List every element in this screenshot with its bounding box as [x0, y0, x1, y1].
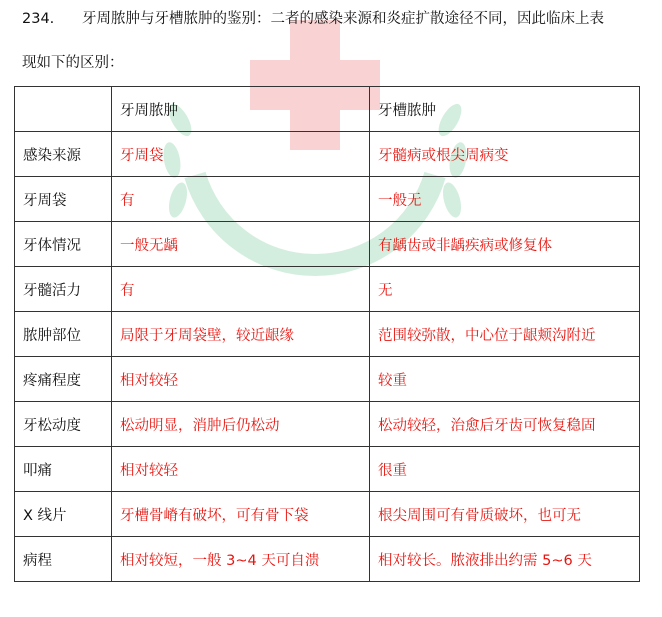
periodontal-value: 有 — [112, 177, 370, 222]
header-cell-alveolar: 牙槽脓肿 — [370, 87, 640, 132]
table-row — [15, 312, 640, 357]
alveolar-value: 一般无 — [370, 177, 640, 222]
table-row — [15, 402, 640, 447]
alveolar-value: 松动较轻，治愈后牙齿可恢复稳固 — [370, 402, 640, 447]
question-intro — [22, 8, 642, 30]
comparison-table — [14, 86, 640, 582]
periodontal-value: 相对较短，一般 3~4 天可自溃 — [112, 537, 370, 582]
periodontal-value: 松动明显，消肿后仍松动 — [112, 402, 370, 447]
periodontal-value: 牙槽骨嵴有破坏，可有骨下袋 — [112, 492, 370, 537]
table-row — [15, 267, 640, 312]
question-line-1: 牙周脓肿与牙槽脓肿的鉴别：二者的感染来源和炎症扩散途径不同，因此临床上表 — [82, 11, 604, 27]
alveolar-value: 很重 — [370, 447, 640, 492]
alveolar-value: 相对较长。脓液排出约需 5~6 天 — [370, 537, 640, 582]
row-label: 叩痛 — [15, 447, 112, 492]
alveolar-value: 范围较弥散，中心位于龈颊沟附近 — [370, 312, 640, 357]
table-row — [15, 357, 640, 402]
row-label: 牙周袋 — [15, 177, 112, 222]
alveolar-value: 无 — [370, 267, 640, 312]
row-label: 牙松动度 — [15, 402, 112, 447]
table-row — [15, 492, 640, 537]
alveolar-value: 牙髓病或根尖周病变 — [370, 132, 640, 177]
alveolar-value: 较重 — [370, 357, 640, 402]
row-label: 牙体情况 — [15, 222, 112, 267]
row-label: 牙髓活力 — [15, 267, 112, 312]
periodontal-value: 一般无龋 — [112, 222, 370, 267]
periodontal-value: 有 — [112, 267, 370, 312]
table-row — [15, 222, 640, 267]
header-cell-periodontal: 牙周脓肿 — [112, 87, 370, 132]
table-row — [15, 537, 640, 582]
alveolar-value: 根尖周围可有骨质破坏，也可无 — [370, 492, 640, 537]
table-row — [15, 177, 640, 222]
table-row — [15, 132, 640, 177]
periodontal-value: 牙周袋 — [112, 132, 370, 177]
row-label: 脓肿部位 — [15, 312, 112, 357]
periodontal-value: 相对较轻 — [112, 357, 370, 402]
periodontal-value: 局限于牙周袋壁，较近龈缘 — [112, 312, 370, 357]
table-header-row — [15, 87, 640, 132]
question-number: 234. — [22, 11, 55, 27]
periodontal-value: 相对较轻 — [112, 447, 370, 492]
row-label: 病程 — [15, 537, 112, 582]
row-label: X 线片 — [15, 492, 112, 537]
alveolar-value: 有龋齿或非龋疾病或修复体 — [370, 222, 640, 267]
row-label: 感染来源 — [15, 132, 112, 177]
row-label: 疼痛程度 — [15, 357, 112, 402]
table-row — [15, 447, 640, 492]
question-line-2: 现如下的区别： — [22, 55, 124, 71]
header-cell-blank — [15, 87, 112, 132]
